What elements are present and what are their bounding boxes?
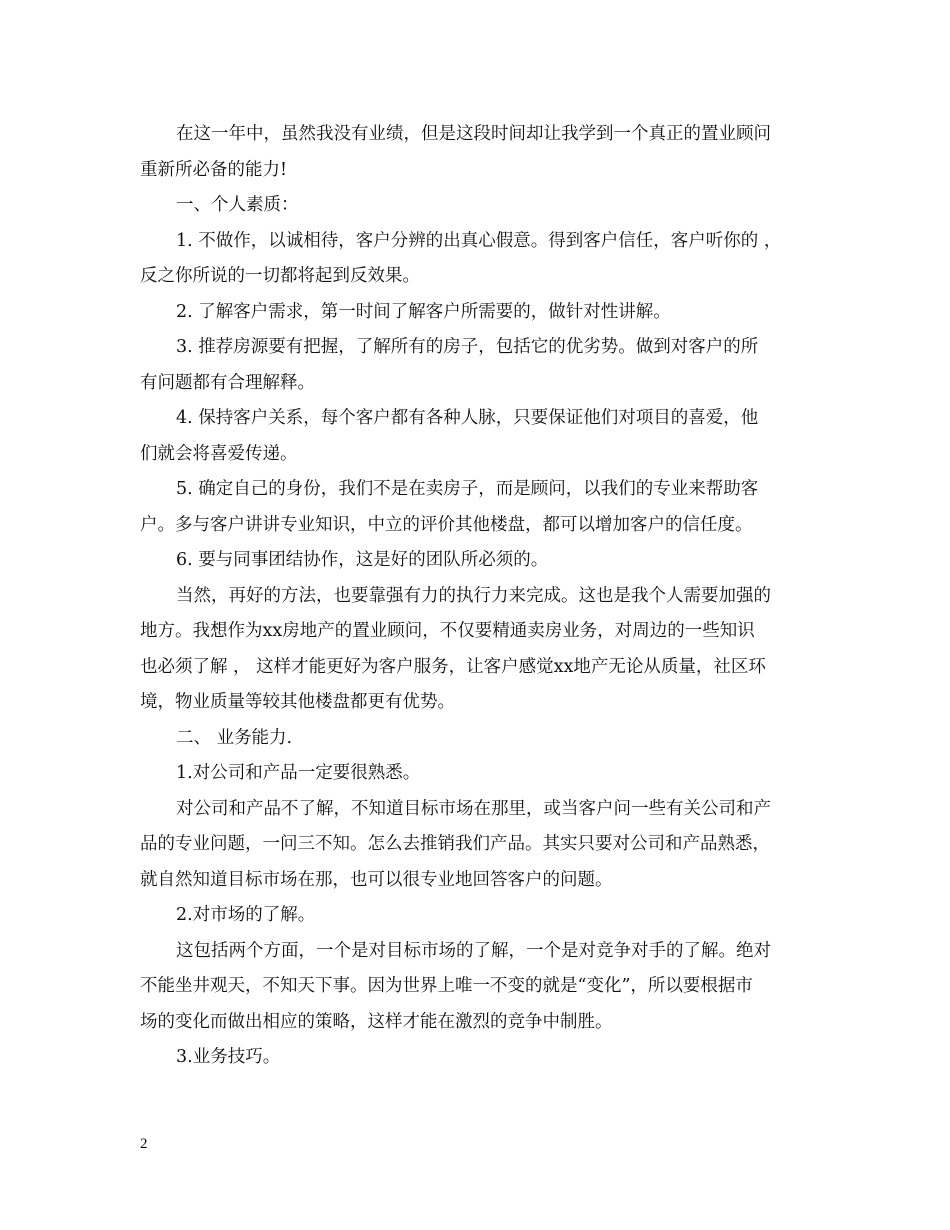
text-line: 地方。我想作为xx房地产的置业顾问，不仅要精通卖房业务，对周边的一些知识 bbox=[140, 621, 755, 641]
text-line: 二、 业务能力. bbox=[176, 727, 293, 748]
text-line: 一、个人素质： bbox=[176, 195, 299, 215]
text-line: 1. 不做作，以诚相待，客户分辨的出真心假意。得到客户信任，客户听你的 ， bbox=[176, 230, 782, 251]
text-line: 4. 保持客户关系，每个客户都有各种人脉，只要保证他们对项目的喜爱，他 bbox=[176, 408, 759, 428]
text-line: 1.对公司和产品一定要很熟悉。 bbox=[176, 763, 421, 783]
text-line: 场的变化而做出相应的策略，这样才能在激烈的竞争中制胜。 bbox=[140, 1011, 613, 1032]
text-line: 户。多与客户讲讲专业知识，中立的评价其他楼盘，都可以增加客户的信任度。 bbox=[140, 514, 753, 535]
text-line: 2. 了解客户需求，第一时间了解客户所需要的，做针对性讲解。 bbox=[176, 301, 671, 322]
page-number: 2 bbox=[140, 1136, 148, 1152]
text-line: 也必须了解 ， 这样才能更好为客户服务，让客户感觉xx地产无论从质量，社区环 bbox=[140, 656, 766, 677]
text-line: 重新所必备的能力! bbox=[140, 159, 288, 180]
text-line: 有问题都有合理解释。 bbox=[140, 372, 315, 393]
text-line: 们就会将喜爱传递。 bbox=[140, 443, 298, 464]
text-line: 对公司和产品不了解，不知道目标市场在那里，或当客户问一些有关公司和产 bbox=[176, 798, 771, 819]
text-line: 反之你所说的一切都将起到反效果。 bbox=[140, 266, 420, 286]
text-line: 3. 推荐房源要有把握，了解所有的房子，包括它的优劣势。做到对客户的所 bbox=[176, 337, 759, 357]
text-line: 6. 要与同事团结协作，这是好的团队所必须的。 bbox=[176, 550, 549, 570]
text-line: 这包括两个方面，一个是对目标市场的了解，一个是对竞争对手的了解。绝对 bbox=[176, 940, 771, 961]
text-line: 不能坐井观天，不知天下事。因为世界上唯一不变的就是“变化”，所以要根据市 bbox=[140, 976, 753, 996]
text-line: 3.业务技巧。 bbox=[176, 1047, 281, 1067]
document-body bbox=[140, 117, 816, 1076]
text-line: 品的专业问题，一问三不知。怎么去推销我们产品。其实只要对公司和产品熟悉， bbox=[140, 834, 770, 854]
text-line: 当然，再好的方法，也要靠强有力的执行力来完成。这也是我个人需要加强的 bbox=[176, 585, 771, 606]
text-line: 2.对市场的了解。 bbox=[176, 905, 316, 925]
text-line: 5. 确定自己的身份，我们不是在卖房子，而是顾问，以我们的专业来帮助客 bbox=[176, 479, 759, 499]
text-line: 境，物业质量等较其他楼盘都更有优势。 bbox=[140, 692, 455, 712]
text-line: 就自然知道目标市场在那，也可以很专业地回答客户的问题。 bbox=[140, 869, 613, 890]
text-line: 在这一年中，虽然我没有业绩，但是这段时间却让我学到一个真正的置业顾问 bbox=[176, 124, 771, 144]
